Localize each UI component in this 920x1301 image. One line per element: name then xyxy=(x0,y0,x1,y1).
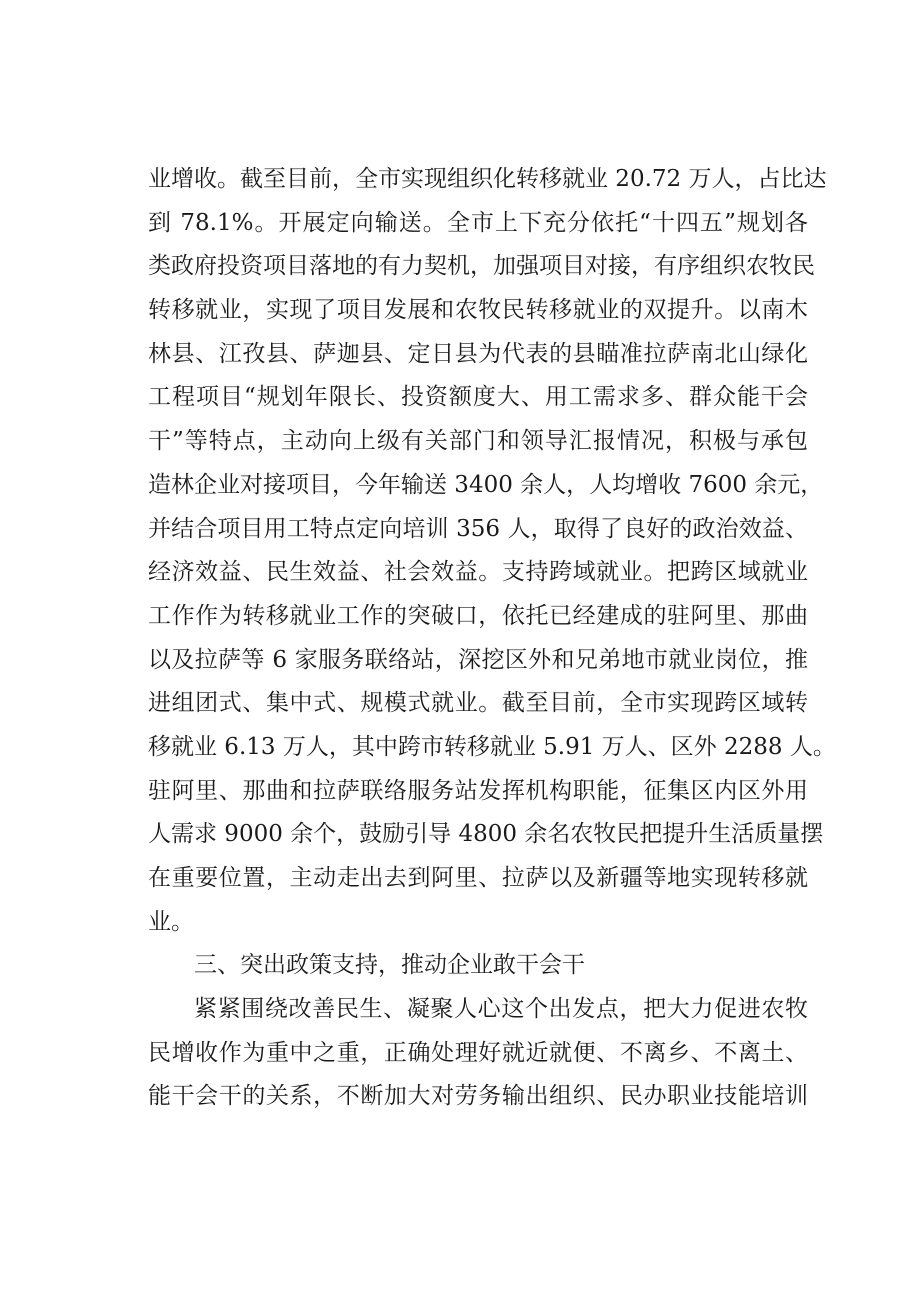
text-line: 人需求 9000 余个，鼓励引导 4800 余名农牧民把提升生活质量摆 xyxy=(148,821,824,848)
text-line: 林县、江孜县、萨迦县、定日县为代表的县瞄准拉萨南北山绿化 xyxy=(148,340,808,367)
text-line: 工程项目“规划年限长、投资额度大、用工需求多、群众能干会 xyxy=(148,384,808,411)
text-line: 紧紧围绕改善民生、凝聚人心这个出发点，把大力促进农牧 xyxy=(194,996,808,1023)
section-heading: 三、突出政策支持，推动企业敢干会干 xyxy=(194,952,585,979)
text-line: 经济效益、民生效益、社会效益。支持跨域就业。把跨区域就业 xyxy=(148,559,808,586)
text-line: 以及拉萨等 6 家服务联络站，深挖区外和兄弟地市就业岗位，推 xyxy=(148,646,808,673)
text-line: 移就业 6.13 万人，其中跨市转移就业 5.91 万人、区外 2288 人。 xyxy=(148,733,836,760)
text-line: 驻阿里、那曲和拉萨联络服务站发挥机构职能，征集区内区外用 xyxy=(148,777,808,804)
text-line: 到 78.1%。开展定向输送。全市上下充分依托“十四五”规划各 xyxy=(148,209,808,236)
text-line: 民增收作为重中之重，正确处理好就近就便、不离乡、不离土、 xyxy=(148,1039,808,1066)
text-line: 业增收。截至目前，全市实现组织化转移就业 20.72 万人，占比达 xyxy=(148,166,827,192)
text-line: 进组团式、集中式、规模式就业。截至目前，全市实现跨区域转 xyxy=(148,690,808,717)
text-line: 造林企业对接项目，今年输送 3400 余人，人均增收 7600 余元， xyxy=(148,471,824,498)
text-line: 能干会干的关系，不断加大对劳务输出组织、民办职业技能培训 xyxy=(148,1083,808,1110)
document-body xyxy=(148,158,836,1119)
text-line: 在重要位置，主动走出去到阿里、拉萨以及新疆等地实现转移就 xyxy=(148,865,808,891)
text-line: 业。 xyxy=(148,908,194,935)
text-line: 干”等特点，主动向上级有关部门和领导汇报情况，积极与承包 xyxy=(148,428,808,455)
text-line: 工作作为转移就业工作的突破口，依托已经建成的驻阿里、那曲 xyxy=(148,602,808,629)
text-line: 类政府投资项目落地的有力契机，加强项目对接，有序组织农牧民 xyxy=(148,253,815,280)
paragraph xyxy=(148,988,808,1119)
paragraph xyxy=(148,158,836,944)
text-line: 并结合项目用工特点定向培训 356 人，取得了良好的政治效益、 xyxy=(148,515,808,542)
text-line: 转移就业，实现了项目发展和农牧民转移就业的双提升。以南木 xyxy=(148,297,808,324)
